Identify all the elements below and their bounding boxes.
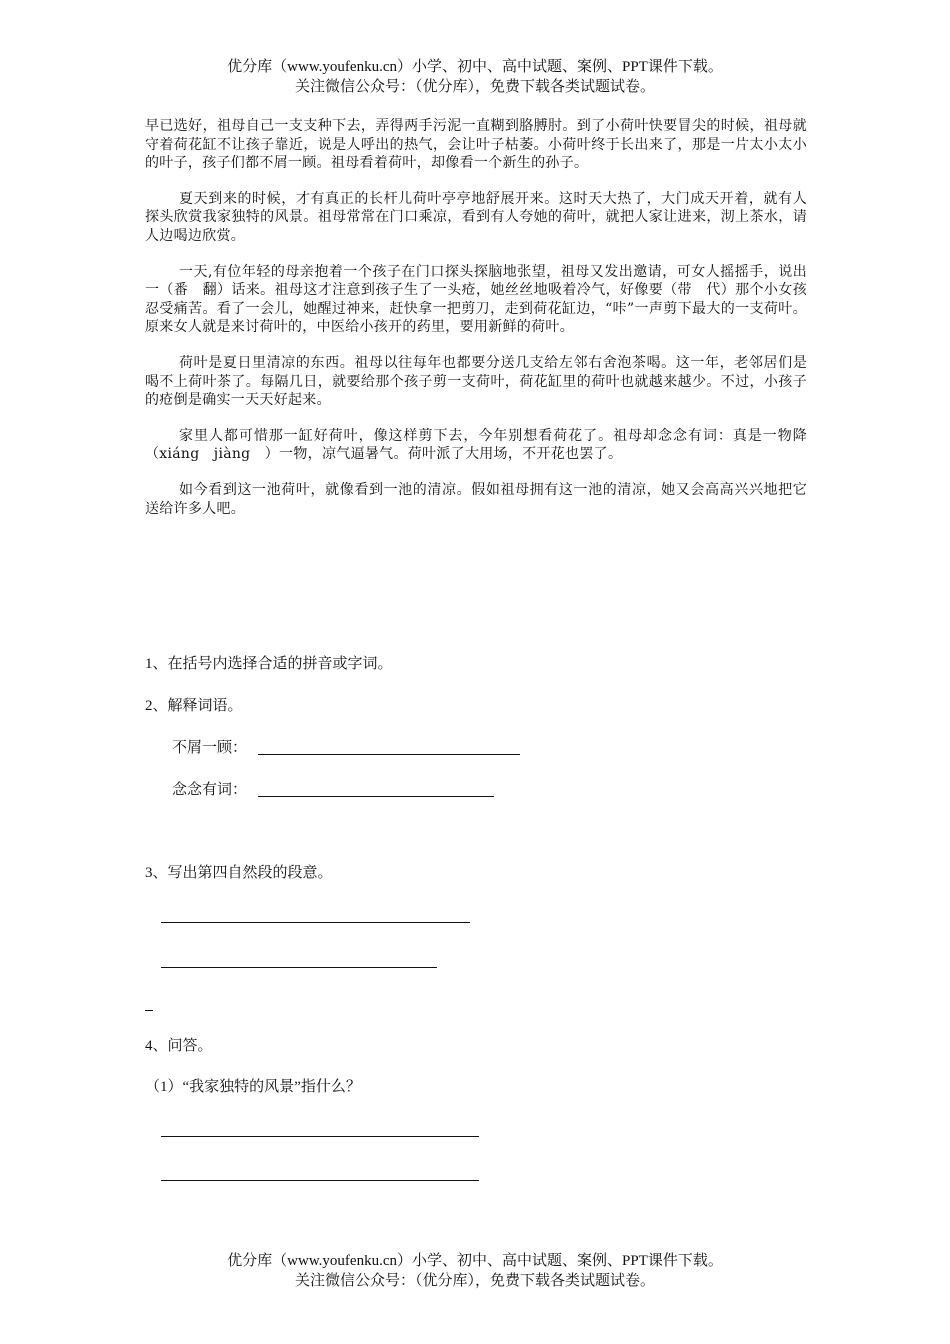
header-line-1: 优分库（www.youfenku.cn）小学、初中、高中试题、案例、PPT课件下载。 [227,59,723,75]
passage-paragraph-3: 一天,有位年轻的母亲抱着一个孩子在门口探头探脑地张望，祖母又发出邀请，可女人摇摇手，说出一（番 翻）话来。祖母这才注意到孩子生了一头疮，她丝丝地吸着冷气，好像要（带 代）那个小女孩忍受痛苦。看了一会儿，她醒过神来，赶快拿一把剪刀，走到荷花缸边，“咔”一声剪下最大的一支荷叶。原来女人就是来讨荷叶的，中医给小孩开的药里，要用新鲜的荷叶。 [145,263,807,336]
footer-line-1: 优分库（www.youfenku.cn）小学、初中、高中试题、案例、PPT课件下载。 [227,1253,723,1269]
q4-1-answer-line-2[interactable] [161,1180,479,1181]
term-buxieyigu-answer-line[interactable] [258,754,520,755]
q4-1-answer-line-1[interactable] [161,1136,479,1137]
passage-paragraph-1: 早已选好，祖母自己一支支种下去，弄得两手污泥一直糊到胳膊肘。到了小荷叶快要冒尖的时候，祖母就守着荷花缸不让孩子靠近，说是人呼出的热气，会让叶子枯萎。小荷叶终于长出来了，那是一片太小太小的叶子，孩子们都不屑一顾。祖母看着荷叶，却像看一个新生的孙子。 [145,118,807,172]
q3-answer-line-2[interactable] [161,967,437,968]
term-niannianyouci-label: 念念有词： [172,782,248,798]
reading-passage [145,117,807,535]
stray-dash [145,1010,153,1011]
q3-answer-line-1[interactable] [161,922,470,923]
question-3: 3、写出第四自然段的段意。 [145,865,333,881]
question-4: 4、问答。 [145,1038,213,1054]
header-line-2: 关注微信公众号：（优分库），免费下载各类试题试卷。 [294,79,655,95]
page-footer [0,1251,950,1291]
page-header [0,57,950,97]
question-4-1: （1）“我家独特的风景”指什么？ [145,1079,361,1095]
term-niannianyouci-answer-line[interactable] [258,796,494,797]
question-1: 1、在括号内选择合适的拼音或字词。 [145,656,393,672]
footer-line-2: 关注微信公众号：（优分库），免费下载各类试题试卷。 [294,1273,655,1289]
passage-paragraph-2: 夏天到来的时候，才有真正的长杆儿荷叶亭亭地舒展开来。这时天大热了，大门成天开着，就有人探头欣赏我家独特的风景。祖母常常在门口乘凉，看到有人夸她的荷叶，就把人家让进来，沏上茶水，请人边喝边欣赏。 [145,190,807,244]
term-buxieyigu-label: 不屑一顾： [172,740,248,756]
question-2: 2、解释词语。 [145,698,243,714]
passage-paragraph-6: 如今看到这一池荷叶，就像看到一池的清凉。假如祖母拥有这一池的清凉，她又会高高兴兴地把它送给许多人吧。 [145,481,807,517]
passage-paragraph-4: 荷叶是夏日里清凉的东西。祖母以往每年也都要分送几支给左邻右舍泡茶喝。这一年，老邻居们是喝不上荷叶茶了。每隔几日，就要给那个孩子剪一支荷叶，荷花缸里的荷叶也就越来越少。不过，小孩子的疮倒是确实一天天好起来。 [145,354,807,409]
passage-paragraph-5: 家里人都可惜那一缸好荷叶，像这样剪下去，今年别想看荷花了。祖母却念念有词：真是一物降（xiáng jiàng ）一物，凉气逼暑气。荷叶派了大用场，不开花也罢了。 [145,427,807,463]
